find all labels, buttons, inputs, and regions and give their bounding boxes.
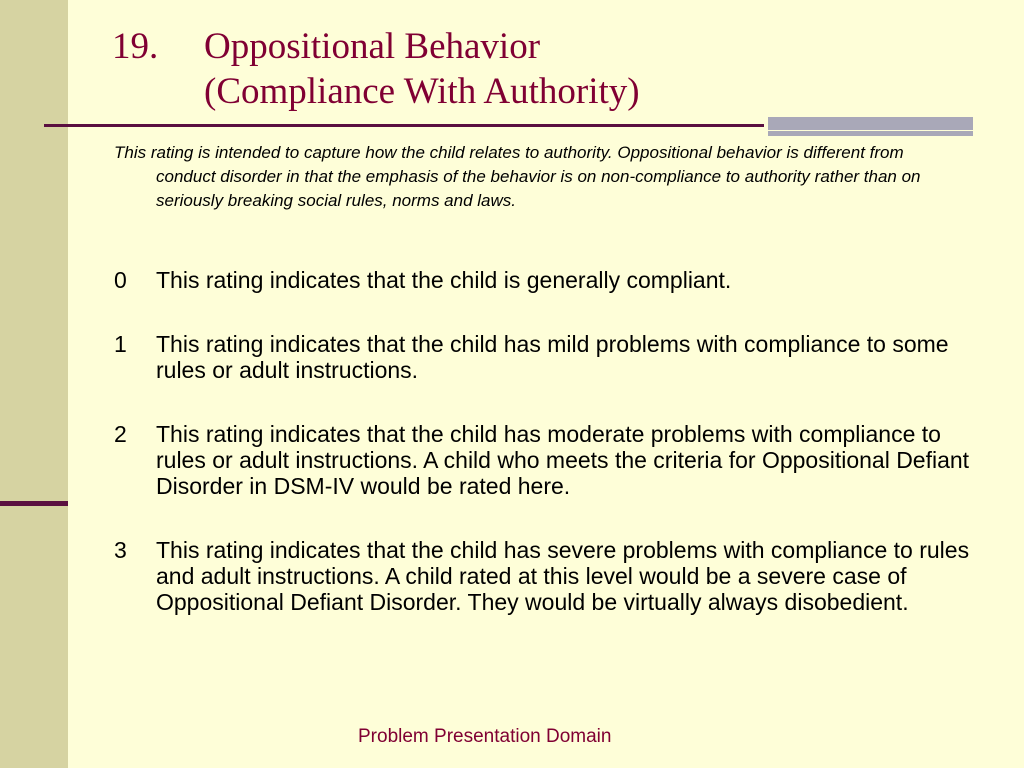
rating-number: 0 bbox=[114, 267, 127, 293]
rating-text: This rating indicates that the child is generally compliant. bbox=[156, 267, 732, 293]
intro-paragraph: This rating is intended to capture how the child relates to authority. Oppositional behavior is different from conduct disorder in that the emphasis of the behavior is on non-compliance to authority rather than on seriously breaking social rules, norms and laws. bbox=[114, 143, 921, 210]
title-line-2: (Compliance With Authority) bbox=[204, 71, 640, 112]
title-decor-bar-bottom bbox=[768, 131, 973, 136]
title-line-1: Oppositional Behavior bbox=[204, 26, 541, 67]
rating-text: This rating indicates that the child has severe problems with compliance to rules and adult instructions. A child rated at this level would be a severe case of Oppositional Defiant Disorder. They would be virtually always disobedient. bbox=[156, 537, 970, 615]
title-underline bbox=[44, 124, 764, 127]
slide-title bbox=[112, 24, 640, 114]
rating-item-3 bbox=[114, 537, 974, 615]
rating-item-2 bbox=[114, 421, 974, 499]
rating-text: This rating indicates that the child has moderate problems with compliance to rules or adult instructions. A child who meets the criteria for Oppositional Defiant Disorder in DSM-IV would be rated here. bbox=[156, 421, 970, 499]
rating-number: 3 bbox=[114, 537, 127, 563]
rating-number: 2 bbox=[114, 421, 127, 447]
title-row-2 bbox=[112, 69, 640, 114]
title-indent bbox=[112, 69, 204, 114]
rating-item-0 bbox=[114, 267, 974, 293]
ratings-list bbox=[114, 267, 974, 653]
left-accent-line bbox=[0, 501, 68, 506]
title-row-1 bbox=[112, 24, 640, 69]
title-decor-bar-top bbox=[768, 117, 973, 130]
rating-item-1 bbox=[114, 331, 974, 383]
slide-footer: Problem Presentation Domain bbox=[358, 726, 612, 747]
rating-text: This rating indicates that the child has mild problems with compliance to some rules or adult instructions. bbox=[156, 331, 949, 383]
title-number: 19. bbox=[112, 26, 159, 67]
left-sidebar-band bbox=[0, 0, 68, 768]
rating-number: 1 bbox=[114, 331, 127, 357]
